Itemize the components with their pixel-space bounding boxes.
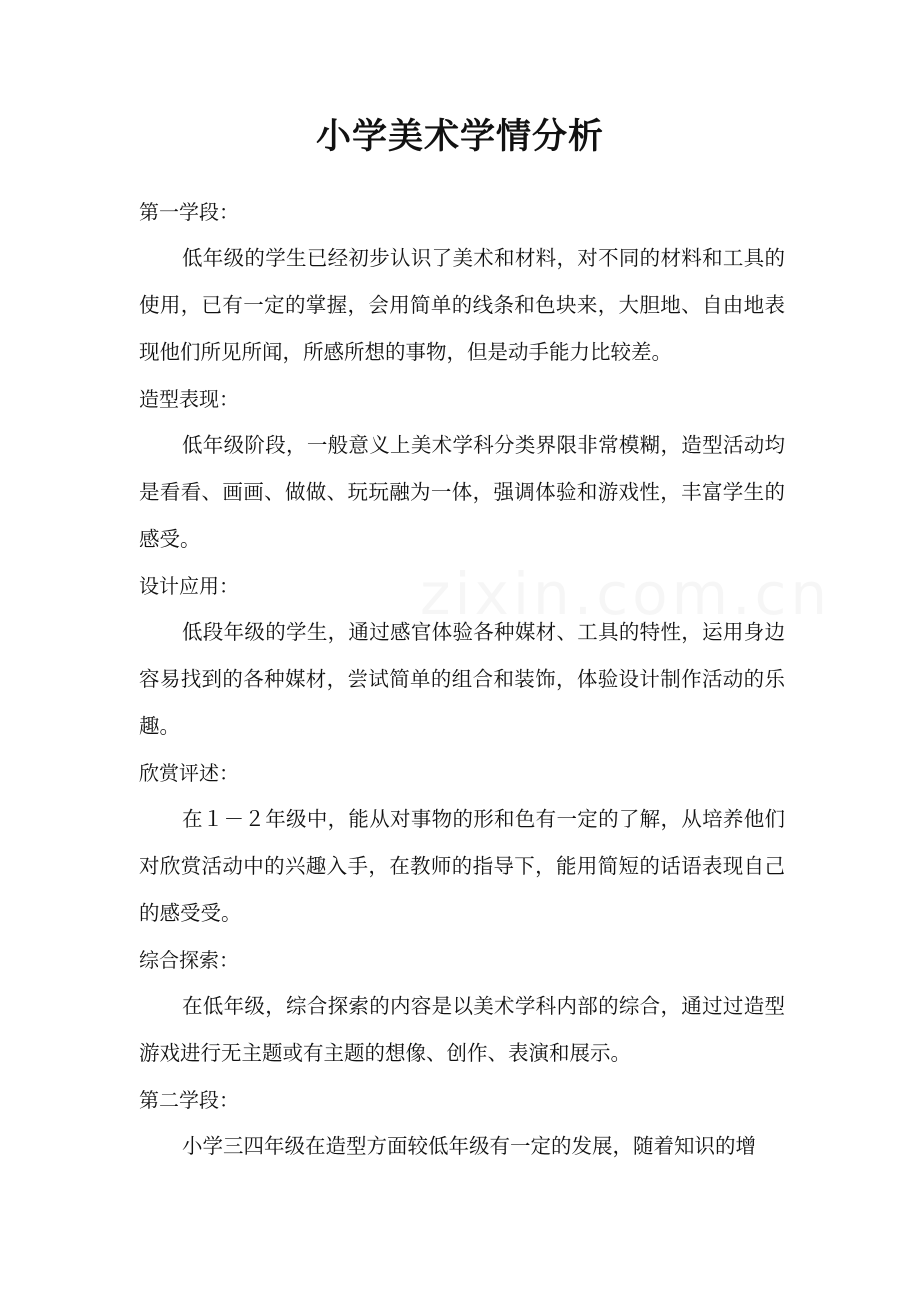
section-paragraph: 低年级的学生已经初步认识了美术和材料，对不同的材料和工具的使用，已有一定的掌握，会用简单的线条和色块来，大胆地、自由地表现他们所见所闻，所感所想的事物，但是动手能力比较差。 [139,246,785,364]
section-heading: 设计应用： [139,574,239,598]
section-paragraph: 小学三四年级在造型方面较低年级有一定的发展，随着知识的增 [182,1134,756,1158]
section-paragraph: 在１－２年级中，能从对事物的形和色有一定的了解，从培养他们对欣赏活动中的兴趣入手，在教师的指导下，能用简短的话语表现自己的感受受。 [139,807,785,925]
document-title: 小学美术学情分析 [315,116,604,157]
section-heading: 综合探索： [139,948,239,972]
section-paragraph: 低年级阶段，一般意义上美术学科分类界限非常模糊，造型活动均是看看、画画、做做、玩玩融为一体，强调体验和游戏性，丰富学生的感受。 [139,433,785,551]
section-heading: 造型表现： [139,387,239,411]
section-heading: 第二学段： [139,1088,239,1112]
section-heading: 第一学段： [139,200,239,224]
section-paragraph: 低段年级的学生，通过感官体验各种媒材、工具的特性，运用身边容易找到的各种媒材，尝试简单的组合和装饰，体验设计制作活动的乐趣。 [139,620,785,738]
section-heading: 欣赏评述： [139,761,239,785]
section-paragraph: 在低年级，综合探索的内容是以美术学科内部的综合，通过过造型游戏进行无主题或有主题的想像、创作、表演和展示。 [139,994,785,1065]
document-body [139,189,785,1170]
